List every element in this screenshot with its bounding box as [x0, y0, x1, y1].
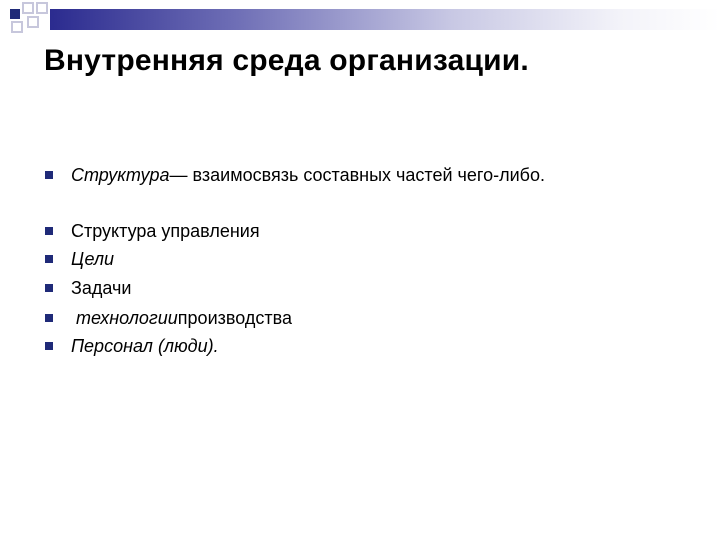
list-item — [44, 163, 545, 187]
list-item — [44, 247, 114, 271]
item-text: Задачи — [71, 277, 132, 298]
square-bullet-icon — [45, 227, 53, 235]
square-bullet-icon — [45, 314, 53, 322]
decor-square-1 — [10, 9, 20, 19]
item-text: производства — [177, 307, 292, 328]
list-item — [44, 334, 219, 358]
decor-square-5 — [27, 16, 39, 28]
item-italic-text: Структура — [71, 164, 170, 185]
square-bullet-icon — [45, 342, 53, 350]
item-text: — взаимосвязь составных частей чего-либо. — [169, 164, 545, 185]
decor-square-4 — [11, 21, 23, 33]
decor-square-2 — [22, 2, 34, 14]
decor-square-3 — [36, 2, 48, 14]
list-item — [44, 306, 292, 330]
slide-title: Внутренняя среда организации. — [44, 44, 529, 77]
item-italic-text: технологии — [71, 307, 178, 328]
item-text: Структура управления — [71, 220, 260, 241]
header-gradient-bar — [50, 9, 720, 30]
square-bullet-icon — [45, 255, 53, 263]
list-item — [44, 219, 260, 243]
list-item — [44, 276, 131, 300]
square-bullet-icon — [45, 284, 53, 292]
item-italic-text: Цели — [71, 248, 115, 269]
square-bullet-icon — [45, 171, 53, 179]
item-italic-text: Персонал (люди). — [71, 335, 219, 356]
